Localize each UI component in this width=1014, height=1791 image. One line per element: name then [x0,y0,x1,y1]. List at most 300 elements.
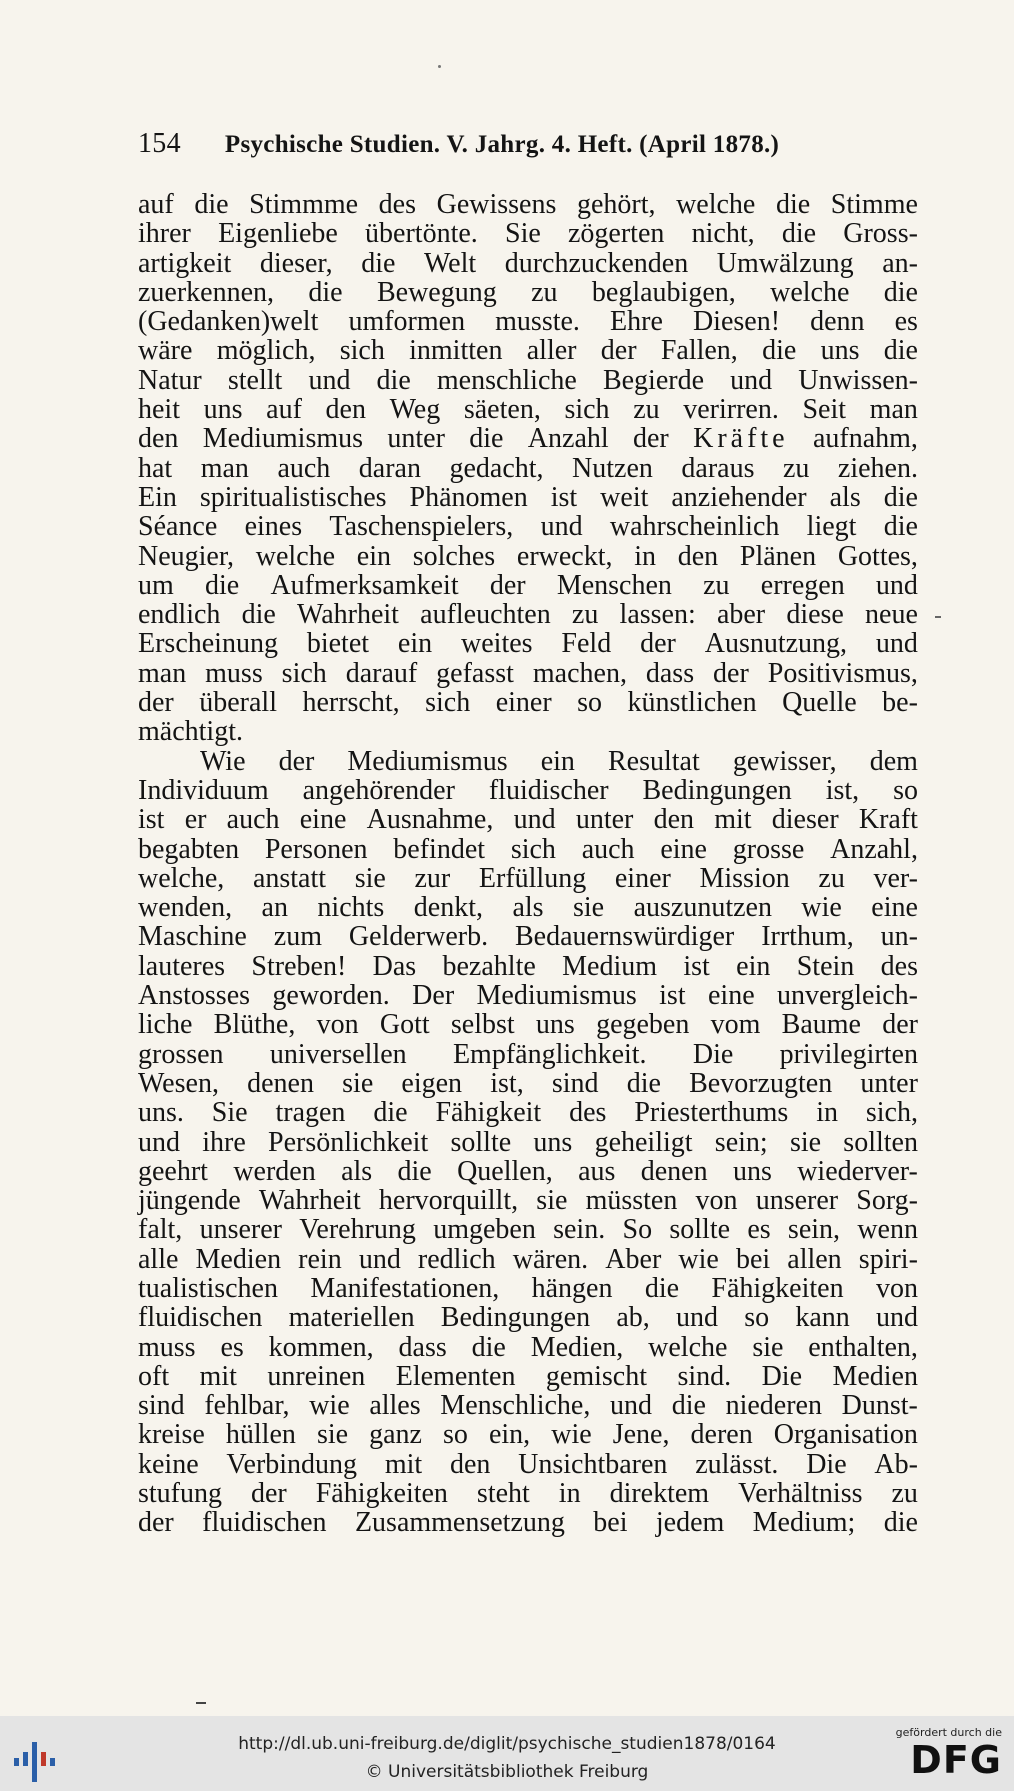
word: jüngende [138,1185,241,1217]
word: Jene, [612,1419,670,1451]
word: fluidischen [138,1302,263,1334]
word: grosse [732,833,805,865]
text-line [138,1450,918,1479]
word: eine [299,804,347,836]
word: die [308,276,343,308]
word: zu [633,394,660,426]
word: zur [414,862,451,894]
word: die [469,423,504,455]
word: (Gedanken)welt [138,306,319,338]
word: Mediumismus [476,980,637,1012]
word: Begierde [602,364,704,396]
word: oft [138,1360,170,1392]
word: Weg [389,394,441,426]
word: mit [384,1448,423,1480]
word: denn [810,306,865,338]
word: diese [786,599,844,631]
text-line [138,249,918,278]
word: des [569,1097,607,1129]
word: erweckt, [516,540,613,572]
word: er [184,804,207,836]
word: geehrt [138,1155,208,1187]
word: sich [425,687,471,719]
text-line [138,190,918,219]
word: die [471,1331,506,1363]
word: sie [342,1067,374,1099]
word: einer [495,687,552,719]
word: musste. [495,306,580,338]
word: Medien [832,1360,918,1392]
word: der [138,1507,174,1539]
word: Personen [264,833,368,865]
word: eine [707,980,755,1012]
word: sie [752,1331,784,1363]
word: sie [789,1126,822,1158]
word: der [138,687,174,719]
word: hat [138,452,173,484]
word: falt, [138,1214,183,1246]
word: spiri- [858,1243,918,1275]
word: uns [732,1155,772,1187]
word: uns [533,1126,573,1158]
word: Die [761,1360,802,1392]
word: den [449,1448,491,1480]
text-line [138,717,918,746]
word: Dunst- [841,1390,918,1422]
word: Gottes, [837,540,918,572]
word: hüllen [225,1419,296,1451]
text-line [138,1040,918,1069]
text-line [138,424,918,453]
word: tragen [275,1097,346,1129]
word: Ein [138,481,177,513]
word: Nutzen [572,452,653,484]
word: sind [551,1067,599,1099]
word: eine [660,833,707,865]
word: in [816,1097,838,1129]
word: uns [820,335,860,367]
word: die [671,1390,706,1422]
word: denen [247,1067,314,1099]
word: kommen, [268,1331,374,1363]
word: zu [891,1478,918,1510]
text-line [138,1245,918,1274]
word: Resultat [607,745,700,777]
word: es [894,306,918,338]
word: welche, [138,862,225,894]
word: nicht, [691,218,755,250]
text-line [138,1010,918,1039]
word: welche [676,189,756,220]
word: die [883,481,918,513]
word: sich [339,335,385,367]
word: der [250,1478,287,1510]
word: die [781,218,817,250]
word: welche [648,1331,728,1363]
word: be- [882,687,918,719]
word: bei [593,1507,628,1539]
word: ihre [202,1126,246,1158]
word: und [138,1126,180,1158]
word: sich [564,394,610,426]
word: die [883,511,918,543]
word: zu [571,599,599,631]
word: die [762,335,797,367]
word: und [308,364,351,396]
word: Unwissen- [798,364,918,396]
word: werden [233,1155,316,1187]
running-title: Psychische Studien. V. Jahrg. 4. Heft. (April 1878.) [224,131,780,158]
word: Medien [195,1243,282,1275]
word: Verbindung [226,1448,358,1480]
word: sollte [450,1126,512,1158]
word: eines [244,511,303,543]
word: des [880,950,918,982]
word: unter [860,1067,918,1099]
word: sie [573,892,605,924]
word: ver- [873,862,918,894]
word: Verehrung [299,1214,416,1246]
word: die [644,1272,680,1304]
word: Feld [561,628,612,660]
word: ein [540,745,575,777]
word: bezahlte [442,950,536,982]
word: Organisation [773,1419,918,1451]
word: ist, [490,1067,524,1099]
word: geworden. [272,980,390,1012]
word: an- [882,247,918,279]
word: un- [880,921,918,953]
word: eigen [401,1067,463,1099]
word: als [512,892,544,924]
word: Medium; [752,1507,856,1539]
word: vom [710,1009,761,1041]
word: Wahrheit [258,1185,361,1217]
word: durchzuckenden [504,247,689,279]
word: Bedingungen [642,774,792,806]
word: niederen [725,1390,822,1422]
word: wie [801,892,842,924]
word: Fähigkeiten [315,1478,448,1510]
word: Zusammensetzung [354,1507,565,1539]
word: der [489,569,526,601]
word: Individuum [138,774,269,806]
word: verirren. [683,394,779,426]
text-line [138,893,918,922]
word: So [622,1214,653,1246]
word: Verhältniss [738,1478,863,1510]
word: Séance [138,511,218,543]
word: liche [138,1009,193,1041]
word: die [883,335,918,367]
word: Medium [562,950,658,982]
word: muss [138,1331,196,1363]
word: auf [266,394,302,426]
word: Anzahl, [830,833,918,865]
word: Die [806,1448,847,1480]
word: Positivismus, [767,657,918,689]
source-url[interactable]: http://dl.ub.uni-freiburg.de/diglit/psychische_studien1878/0164 [238,1734,776,1754]
word: Das [372,950,417,982]
text-line [138,776,918,805]
word: zu [782,452,810,484]
word: machen, [532,657,627,689]
word: Medien, [530,1331,624,1363]
word: unter [387,423,445,455]
text-line [138,1420,918,1449]
text-line [138,1186,918,1215]
word: wahrscheinlich [609,511,780,543]
word: die [205,569,240,601]
margin-mark [935,616,941,618]
word: Umwälzung [716,247,854,279]
word: man [200,452,249,484]
word: alles [369,1390,421,1422]
word: gehört, [576,189,656,220]
word: künstlichen [627,687,757,719]
word: bei [735,1243,771,1275]
word: sich, [865,1097,918,1129]
word: sind [138,1390,185,1422]
word: beglaubigen, [591,276,736,308]
word: Fallen, [660,335,738,367]
word: Mediumismus [202,423,364,455]
word: sind. [677,1360,732,1392]
word: privilegirten [779,1038,918,1070]
word: die [626,1067,661,1099]
text-line [138,307,918,336]
word: auf [138,189,174,220]
word: zu [531,276,558,308]
word: tualistischen [138,1272,278,1304]
word: man [869,394,918,426]
word: Wahrheit [297,599,399,631]
dfg-logo [884,1726,1002,1786]
word: Neugier, [138,540,235,572]
text-line [138,1215,918,1244]
text-line [138,1303,918,1332]
word: die [241,599,276,631]
word: keine [138,1448,199,1480]
word: heit [138,394,180,426]
word: gegeben [596,1009,690,1041]
word: ihrer [138,218,191,250]
word: mit [714,804,752,836]
word: menschliche [436,364,577,396]
word: den [677,540,719,572]
word: die [361,247,396,279]
word: wenden, [138,892,233,924]
page-header [138,128,918,160]
word: möglich, [216,335,316,367]
word: umgeben [433,1214,536,1246]
word: die [376,364,411,396]
word: Maschine [138,921,247,953]
word: auch [277,452,331,484]
word: alle [138,1243,179,1275]
word: und [875,628,918,660]
text-line [138,1508,918,1537]
word: unserer [755,1185,839,1217]
word: Menschen [556,569,672,601]
word: stufung [138,1478,222,1510]
word: gemischt [545,1360,647,1392]
word: Persönlichkeit [268,1126,429,1158]
word: einer [614,862,671,894]
word: ist [550,481,578,513]
word: welche [255,540,336,572]
word: wäre [138,335,193,367]
word: aller [526,335,577,367]
word: Gott [379,1009,430,1041]
word: ist, [825,774,860,806]
word: jedem [655,1507,725,1539]
word: denkt, [413,892,483,924]
word: inmitten [409,335,503,367]
word: deren [690,1419,753,1451]
word: sein. [553,1214,606,1246]
body-text [138,190,918,1538]
word: Seit [802,394,847,426]
text-line [138,659,918,688]
word: auszunutzen [633,892,772,924]
word: uns [203,394,243,426]
word: dass [645,657,695,689]
word: und [358,1243,401,1275]
word: Phänomen [409,481,528,513]
word: denen [640,1155,708,1187]
word: Stein [796,950,855,982]
word: sie [354,862,386,894]
dfg-wordmark: DFG [910,1738,1002,1782]
word: anziehender [671,481,807,513]
word: dieser [771,804,839,836]
word: der [600,335,637,367]
text-line [138,336,918,365]
word: zu [703,569,730,601]
word: weites [461,628,533,660]
word: Erscheinung [138,628,278,660]
word: dem [869,745,918,777]
word: umformen [348,306,466,338]
word: uns. [138,1097,184,1129]
word: des [378,189,416,220]
word: redlich [417,1243,496,1275]
word: aufnahm, [812,423,918,455]
word: von [875,1272,918,1304]
word: der [713,657,749,689]
word: darauf [345,657,418,689]
word: wiederver- [797,1155,918,1187]
word: Ausnutzung, [704,628,848,660]
word: so [893,774,918,806]
word: fluidischer [488,774,609,806]
word: Fähigkeit [435,1097,542,1129]
word: und [513,804,556,836]
word: bietet [306,628,370,660]
word: kann [795,1302,850,1334]
text-line [138,952,918,981]
word: die [883,276,918,308]
word: zögerten [568,218,665,250]
word: Fähigkeiten [711,1272,844,1304]
word: Erfüllung [478,862,587,894]
text-line [138,1274,918,1303]
word: unreinen [267,1360,366,1392]
text-line [138,747,918,776]
word: in [634,540,656,572]
word: ist [683,950,710,982]
word: Ehre [610,306,663,338]
word: und [675,1302,718,1334]
word: es [747,1214,771,1246]
word: die [373,1097,408,1129]
word: zum [273,921,322,953]
word: Menschliche, [440,1390,591,1422]
word: Diesen! [692,306,781,338]
word: begabten [138,833,240,865]
word: gedacht, [449,452,544,484]
word: ganz [369,1419,422,1451]
text-line [138,600,918,629]
footer-bar [0,1716,1014,1791]
word: zu [818,862,845,894]
word: auch [581,833,635,865]
word: wenn [857,1214,918,1246]
word: Taschenspielers, [329,511,514,543]
text-line [138,1098,918,1127]
dfg-funded-by: gefördert durch die [895,1726,1002,1739]
word: Mediumismus [347,745,508,777]
word: Baume [781,1009,861,1041]
text-line [138,395,918,424]
word: der [640,628,676,660]
word: um [138,569,174,601]
word: übertönte. [365,218,478,250]
word: müssten [585,1185,678,1217]
word: aufleuchten [420,599,551,631]
word: wären. [512,1243,589,1275]
word: Wie [200,745,246,777]
word: herrscht, [302,687,400,719]
word: ein, [488,1419,531,1451]
word: ziehen. [837,452,918,484]
word: rein [298,1243,342,1275]
word: Eigenliebe [218,218,338,250]
word: als [341,1155,373,1187]
word: aber [716,599,766,631]
word: auch [226,804,280,836]
text-line [138,864,918,893]
word: Quellen, [457,1155,553,1187]
word: es [220,1331,244,1363]
word: Priesterthums [634,1097,789,1129]
word: Welt [423,247,477,279]
word: grossen [138,1038,224,1070]
word: so [577,687,603,719]
word: und [540,511,583,543]
word: so [443,1419,468,1451]
word: dass [398,1331,447,1363]
word: sein, [787,1214,841,1246]
word: materiellen [288,1302,415,1334]
word: Gewissens [436,189,557,220]
word: Aber [605,1243,662,1275]
word: sich [281,657,327,689]
word: daran [358,452,421,484]
word: mit [199,1360,237,1392]
word: ein [397,628,433,660]
